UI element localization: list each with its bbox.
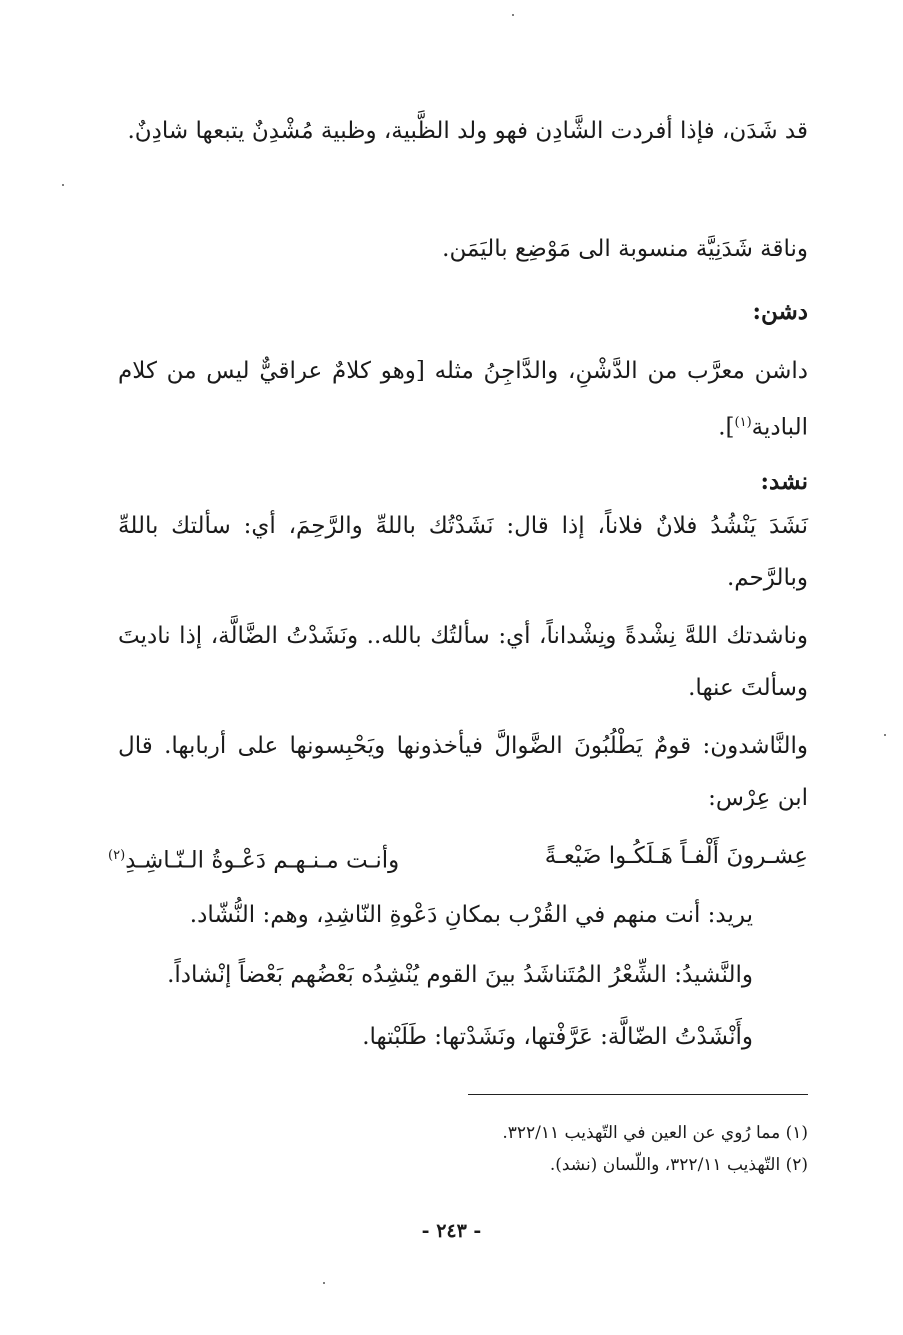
scan-speck [884, 734, 886, 736]
scan-speck [62, 184, 64, 186]
indented-line-nashid: والنَّشيدُ: الشِّعْرُ المُتَناشَدُ بينَ القوم يُنْشِدُه بَعْضُهم بَعْضاً إنْشاداً. [167, 962, 753, 988]
paragraph-dashn-end: ]. [718, 414, 735, 441]
verse-first-hemistich: عِشـرونَ أَلْفـاً هَـلَكُـوا ضَيْعـةً [544, 843, 808, 869]
paragraph-nashidun: والنَّاشدون: قومٌ يَطْلُبُونَ الضَّوالَّ فيأخذونها ويَحْبِسونها على أربابها. قال ابن عِرْس: [118, 733, 808, 811]
entry-heading-dashn: دشن: [752, 298, 808, 325]
footnote-ref-1: (١) [734, 415, 752, 430]
indented-line-anshadtu: وأَنْشَدْتُ الضّالَّة: عَرَّفْتها، ونَشَدْتها: طَلَبْتها. [362, 1024, 753, 1050]
scan-speck [323, 1282, 325, 1284]
verse-second-hemistich [108, 836, 399, 881]
entry-heading-nashd: نشد: [760, 468, 808, 495]
footnote-1: (١) مما رُوي عن العين في التّهذيب ٣٢٢/١١. [502, 1123, 808, 1143]
paragraph-nashada: نَشَدَ يَنْشُدُ فلانٌ فلاناً، إذا قال: نَشَدْتُك باللهِّ والرَّحِمَ، أي: سألتك باللهِّ وبالرَّحم. [118, 513, 808, 591]
footnote-separator [468, 1094, 808, 1095]
footnote-2: (٢) التّهذيب ٣٢٢/١١، واللّسان (نشد). [549, 1155, 808, 1175]
paragraph-dashn [118, 345, 808, 454]
paragraph-shadin: قد شَدَن، فإذا أفردت الشَّادِن فهو ولد الظَّبية، وظبية مُشْدِنٌ يتبعها شادِنٌ. [127, 118, 808, 144]
poetry-verse [108, 836, 808, 881]
page-number: - ٢٤٣ - [421, 1220, 482, 1242]
indented-line-yurid: يريد: أنت منهم في القُرْب بمكانِ دَعْوةِ النّاشِدِ، وهم: النُّشّاد. [189, 902, 753, 928]
verse-second-hemistich-text: وأنـت مـنـهـم دَعْـوةُ الـنّـاشِـدِ [125, 847, 400, 874]
paragraph-shadaniyya: وناقة شَدَنِيَّة منسوبة الى مَوْضِع باليَمَن. [442, 236, 808, 262]
footnote-ref-2: (٢) [108, 848, 126, 863]
paragraph-dashn-text: داشن معرَّب من الدَّشْنِ، والدَّاجِنُ مثله [وهو كلامٌ عراقيٌّ ليس من كلام البادية [118, 358, 808, 441]
scan-speck [512, 14, 514, 16]
paragraph-nashadtuka: وناشدتك اللهَّ نِشْدةً ونِشْداناً، أي: سألتُك بالله.. ونَشَدْتُ الضَّالَّة، إذا ناديتَ وسألتَ عنها. [118, 623, 808, 701]
